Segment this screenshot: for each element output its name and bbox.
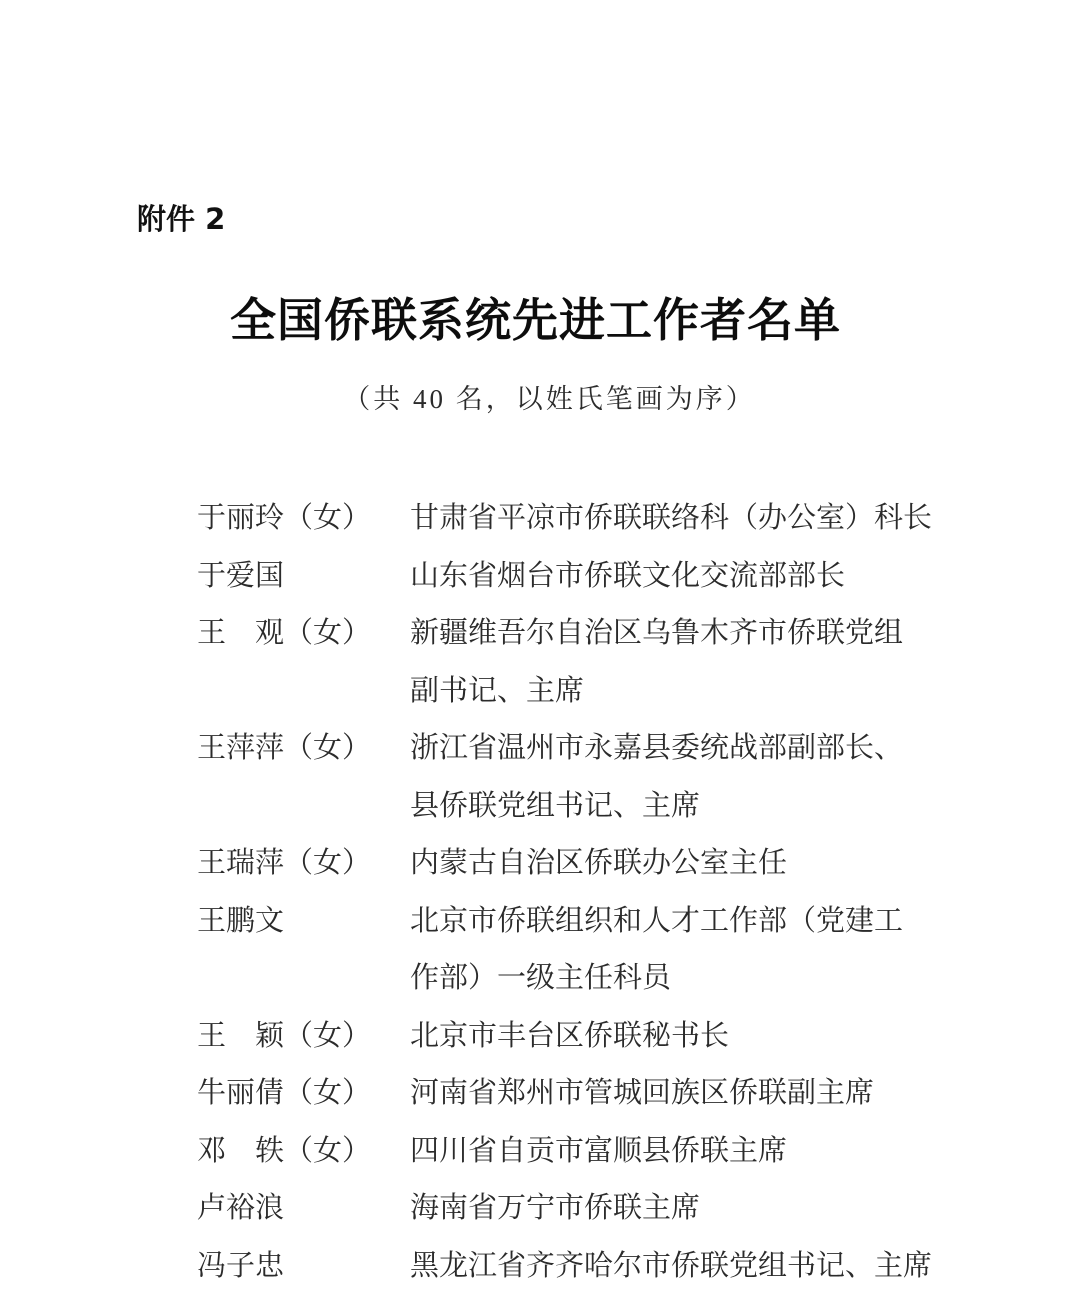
page-title: 全国侨联系统先进工作者名单 [230, 295, 841, 346]
awardee-position [410, 835, 967, 893]
awardee-name: 王瑞萍（女） [197, 847, 372, 879]
position-line: 黑龙江省齐齐哈尔市侨联党组书记、主席 [410, 1249, 933, 1282]
awardee-position [410, 1008, 967, 1066]
position-line: 河南省郑州市管城回族区侨联副主席 [410, 1077, 875, 1109]
awardee-position [410, 548, 967, 606]
awardee-name: 于丽玲（女） [197, 502, 372, 534]
awardee-name: 邓 轶（女） [197, 1134, 372, 1167]
awardee-name: 卢裕浪 [197, 1192, 285, 1224]
list-entry [197, 1123, 967, 1181]
awardee-position [410, 1180, 967, 1238]
list-entry [197, 1065, 967, 1123]
awardee-name: 于爱国 [197, 559, 285, 592]
awardee-name: 王鹏文 [197, 904, 285, 937]
position-line: 北京市丰台区侨联秘书长 [410, 1019, 730, 1052]
attachment-label: 附件 2 [137, 202, 226, 236]
list-entry [197, 548, 967, 606]
position-line: 海南省万宁市侨联主席 [410, 1192, 701, 1224]
awardee-name: 牛丽倩（女） [197, 1077, 372, 1109]
awardee-position [410, 893, 967, 1008]
list-entry [197, 1008, 967, 1066]
list-entry [197, 605, 967, 720]
page-subtitle: （共 40 名，以姓氏笔画为序） [343, 384, 756, 414]
list-entry [197, 490, 967, 548]
awardee-name: 王萍萍（女） [197, 732, 372, 764]
position-line: 副书记、主席 [410, 674, 585, 707]
position-line: 甘肃省平凉市侨联联络科（办公室）科长 [410, 502, 933, 534]
awardee-position [410, 1238, 967, 1292]
awardee-position [410, 1123, 967, 1181]
list-entry [197, 1180, 967, 1238]
position-line: 作部）一级主任科员 [410, 962, 672, 994]
position-line: 内蒙古自治区侨联办公室主任 [410, 847, 788, 879]
awardee-list [197, 490, 967, 1292]
position-line: 县侨联党组书记、主席 [410, 789, 701, 822]
list-entry [197, 835, 967, 893]
awardee-position [410, 720, 967, 835]
position-line: 山东省烟台市侨联文化交流部部长 [410, 559, 846, 592]
awardee-position [410, 605, 967, 720]
list-entry [197, 893, 967, 1008]
list-entry [197, 1238, 967, 1292]
awardee-position [410, 1065, 967, 1123]
awardee-name: 冯子忠 [197, 1249, 285, 1282]
position-line: 浙江省温州市永嘉县委统战部副部长、 [410, 732, 904, 764]
awardee-name: 王 颖（女） [197, 1019, 372, 1052]
position-line: 四川省自贡市富顺县侨联主席 [410, 1134, 788, 1167]
awardee-position [410, 490, 967, 548]
position-line: 北京市侨联组织和人才工作部（党建工 [410, 904, 904, 937]
awardee-name: 王 观（女） [197, 617, 372, 649]
position-line: 新疆维吾尔自治区乌鲁木齐市侨联党组 [410, 617, 904, 649]
list-entry [197, 720, 967, 835]
